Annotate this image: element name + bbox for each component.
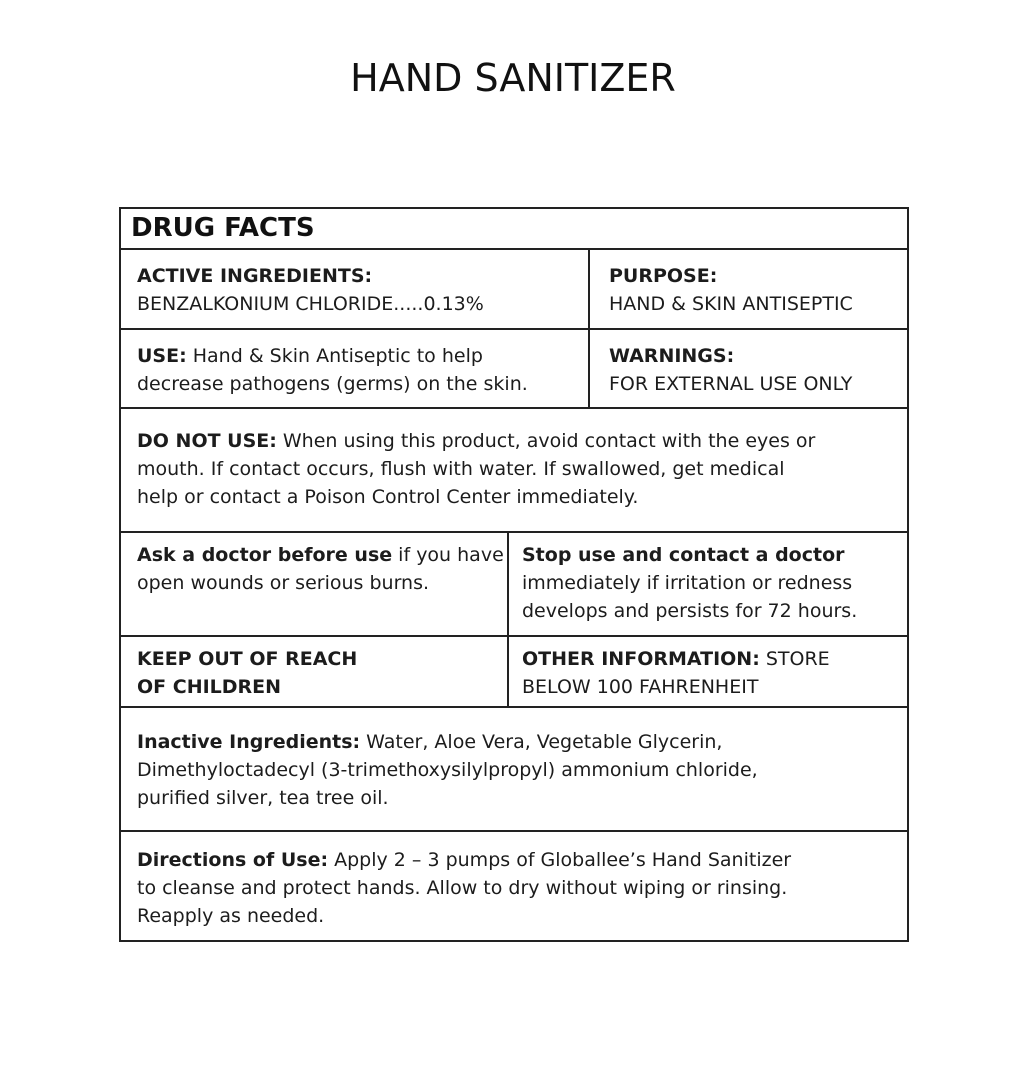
inactive-text-1: Water, Aloe Vera, Vegetable Glycerin, <box>360 731 723 753</box>
warnings-value: FOR EXTERNAL USE ONLY <box>609 373 853 395</box>
directions-label: Directions of Use: <box>137 849 329 871</box>
inactive-ingredients-row <box>121 708 907 832</box>
inactive-line-2: Dimethyloctadecyl (3-trimethoxysilylpropyl) ammonium chloride, <box>137 759 758 781</box>
directions-line-3: Reapply as needed. <box>137 905 325 927</box>
ask-doctor-cell <box>121 533 507 635</box>
do-not-use-text-1: When using this product, avoid contact with the eyes or <box>276 430 816 452</box>
do-not-use-row <box>121 409 907 533</box>
stop-use-cell <box>507 533 907 635</box>
warnings-label: WARNINGS: <box>609 345 735 367</box>
purpose-value: HAND & SKIN ANTISEPTIC <box>609 293 853 315</box>
drug-facts-header-row <box>121 209 907 250</box>
other-info-line-1 <box>522 645 907 673</box>
ask-doctor-label: Ask a doctor before use <box>137 544 393 566</box>
other-info-cell <box>507 637 907 706</box>
do-not-use-label: DO NOT USE: <box>137 430 277 452</box>
inactive-ingredients-cell <box>121 708 907 830</box>
active-ingredients-cell <box>121 250 588 328</box>
inactive-label: Inactive Ingredients: <box>137 731 361 753</box>
purpose-label: PURPOSE: <box>609 265 718 287</box>
ask-doctor-text-1: if you have <box>392 544 504 566</box>
inactive-line-1 <box>137 728 907 756</box>
drug-facts-panel <box>119 207 909 942</box>
do-not-use-line-3: help or contact a Poison Control Center immediately. <box>137 486 639 508</box>
stop-use-line-3: develops and persists for 72 hours. <box>522 600 858 622</box>
use-line-2: decrease pathogens (germs) on the skin. <box>137 373 528 395</box>
use-label: USE: <box>137 345 187 367</box>
directions-cell <box>121 832 907 940</box>
do-not-use-line-1 <box>137 427 907 455</box>
warnings-cell <box>588 330 907 407</box>
other-info-label: OTHER INFORMATION: <box>522 648 760 670</box>
other-info-line-2: BELOW 100 FAHRENHEIT <box>522 676 759 698</box>
ask-doctor-line-2: open wounds or serious burns. <box>137 572 430 594</box>
stop-use-line-2: immediately if irritation or redness <box>522 572 853 594</box>
directions-text-1: Apply 2 – 3 pumps of Globallee’s Hand Sanitizer <box>328 849 792 871</box>
drug-facts-title: DRUG FACTS <box>131 213 315 243</box>
keep-out-line-1: KEEP OUT OF REACH <box>137 648 358 670</box>
use-text: Hand & Skin Antiseptic to help <box>186 345 483 367</box>
ask-doctor-line-1 <box>137 541 507 569</box>
ask-stop-row <box>121 533 907 637</box>
use-warnings-row <box>121 330 907 409</box>
inactive-line-3: purified silver, tea tree oil. <box>137 787 389 809</box>
directions-line-1 <box>137 846 907 874</box>
other-info-text-1: STORE <box>759 648 830 670</box>
keep-out-line-2: OF CHILDREN <box>137 676 282 698</box>
page-title: HAND SANITIZER <box>350 56 676 100</box>
use-cell <box>121 330 588 407</box>
active-ingredients-label: ACTIVE INGREDIENTS: <box>137 265 373 287</box>
active-ingredients-value: BENZALKONIUM CHLORIDE.....0.13% <box>137 293 484 315</box>
active-purpose-row <box>121 250 907 330</box>
directions-row <box>121 832 907 940</box>
keep-other-row <box>121 637 907 708</box>
keep-out-cell <box>121 637 507 706</box>
directions-line-2: to cleanse and protect hands. Allow to dry without wiping or rinsing. <box>137 877 788 899</box>
stop-use-label: Stop use and contact a doctor <box>522 544 845 566</box>
use-line-1 <box>137 342 588 370</box>
purpose-cell <box>588 250 907 328</box>
do-not-use-line-2: mouth. If contact occurs, flush with water. If swallowed, get medical <box>137 458 785 480</box>
do-not-use-cell <box>121 409 907 531</box>
